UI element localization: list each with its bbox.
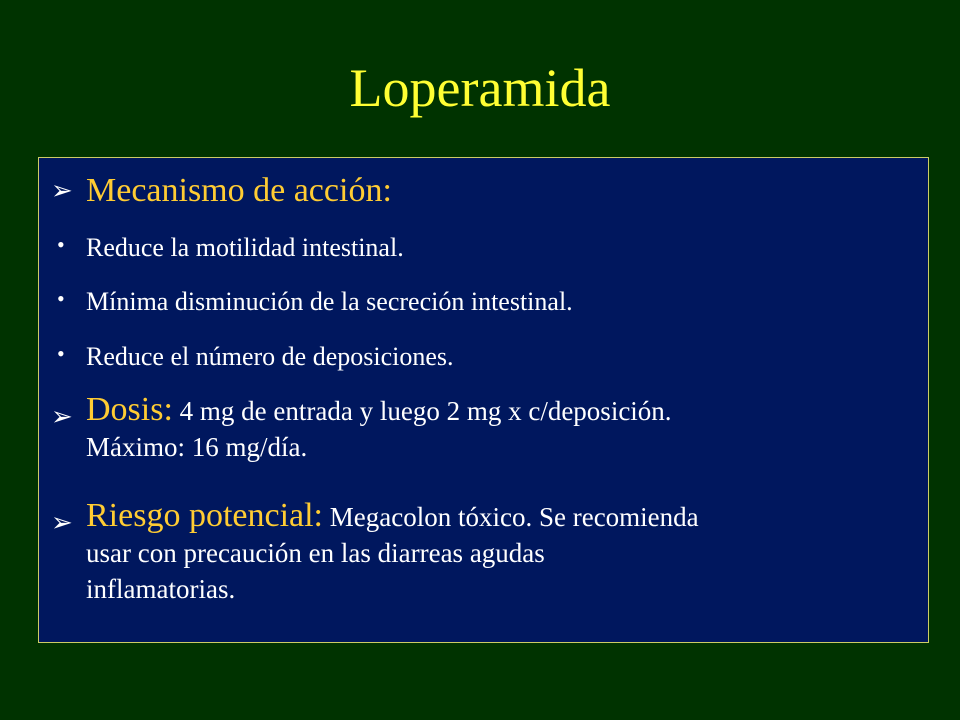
dose-text: 4 mg de entrada y luego 2 mg x c/deposición. <box>172 396 672 426</box>
dot-bullet-icon: • <box>57 341 65 366</box>
dose-text-line2: Máximo: 16 mg/día. <box>86 432 308 462</box>
mechanism-item: Reduce el número de deposiciones. <box>86 342 454 371</box>
arrow-bullet-icon: ➢ <box>51 176 73 206</box>
risk-text-line3: inflamatorias. <box>86 574 236 604</box>
mechanism-heading-row <box>39 170 919 218</box>
arrow-bullet-icon: ➢ <box>51 402 73 432</box>
risk-heading: Riesgo potencial: <box>86 497 324 534</box>
list-item <box>39 230 919 266</box>
dose-heading: Dosis: <box>86 391 173 428</box>
mechanism-item: Reduce la motilidad intestinal. <box>86 233 404 262</box>
risk-text: Megacolon tóxico. Se recomienda <box>323 502 699 532</box>
arrow-bullet-icon: ➢ <box>51 508 73 538</box>
risk-text-line2: usar con precaución en las diarreas agudas <box>86 538 545 568</box>
mechanism-heading: Mecanismo de acción: <box>86 172 392 209</box>
dot-bullet-icon: • <box>57 232 65 257</box>
dose-row <box>39 392 919 476</box>
slide-title: Loperamida <box>349 58 611 118</box>
dot-bullet-icon: • <box>57 286 65 311</box>
list-item <box>39 284 919 320</box>
list-item <box>39 339 919 375</box>
content-panel <box>38 157 929 643</box>
risk-row <box>39 498 919 628</box>
mechanism-item: Mínima disminución de la secreción intestinal. <box>86 287 573 316</box>
